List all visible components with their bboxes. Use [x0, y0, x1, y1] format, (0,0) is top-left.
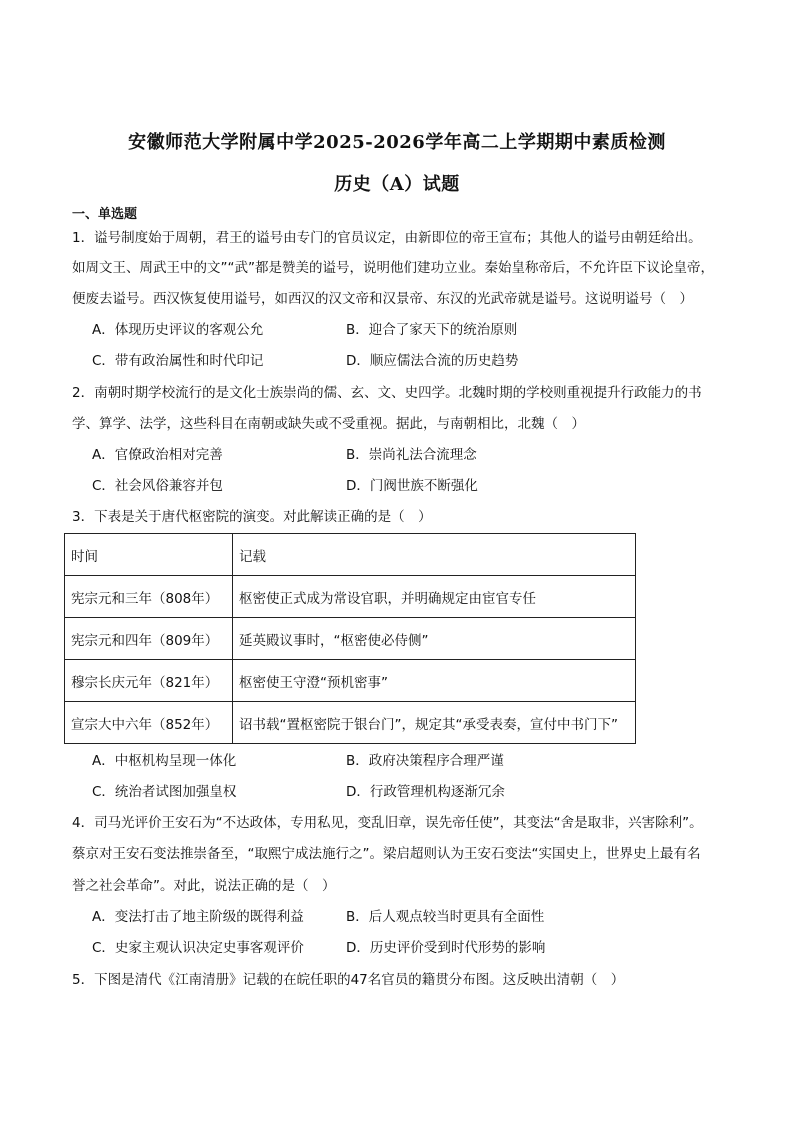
table-header-record: 记载	[233, 534, 636, 576]
question-4-option-b[interactable]: B．后人观点较当时更具有全面性	[346, 909, 545, 925]
question-2-option-d[interactable]: D．门阀世族不断强化	[346, 478, 478, 494]
section-heading: 一、单选题	[72, 207, 138, 222]
table-cell-record: 枢密使正式成为常设官职，并明确规定由宦官专任	[233, 576, 636, 618]
exam-title: 安徽师范大学附属中学2025-2026学年高二上学期期中素质检测	[128, 132, 666, 153]
question-2-line-2: 学、算学、法学，这些科目在南朝或缺失或不受重视。据此，与南朝相比，北魏（ ）	[72, 416, 585, 432]
table-cell-time: 宪宗元和三年（808年）	[65, 576, 233, 618]
question-2-line-1: 2．南朝时期学校流行的是文化士族崇尚的儒、玄、文、史四学。北魏时期的学校则重视提升行政能力的书	[72, 385, 702, 401]
table-header-time: 时间	[65, 534, 233, 576]
table-cell-time: 宪宗元和四年（809年）	[65, 618, 233, 660]
question-3-option-d[interactable]: D．行政管理机构逐渐冗余	[346, 784, 505, 800]
table-cell-record: 枢密使王守澄“预机密事”	[233, 660, 636, 702]
question-3-stem: 3．下表是关于唐代枢密院的演变。对此解读正确的是（ ）	[72, 509, 432, 525]
question-4-line-1: 4．司马光评价王安石为“不达政体，专用私见，变乱旧章，误先帝任使”，其变法“舍是取非，兴害除利”。	[72, 815, 703, 831]
question-1-line-1: 1．谥号制度始于周朝，君王的谥号由专门的官员议定，由新即位的帝王宣布；其他人的谥号由朝廷给出。	[72, 230, 702, 246]
question-3-option-c[interactable]: C．统治者试图加强皇权	[92, 784, 237, 800]
question-3-option-a[interactable]: A．中枢机构呈现一体化	[92, 753, 237, 769]
question-1-option-c[interactable]: C．带有政治属性和时代印记	[92, 353, 264, 369]
question-2-option-a[interactable]: A．官僚政治相对完善	[92, 447, 223, 463]
question-3-option-b[interactable]: B．政府决策程序合理严谨	[346, 753, 504, 769]
table-row	[65, 618, 636, 660]
table-cell-time: 穆宗长庆元年（821年）	[65, 660, 233, 702]
table-row	[65, 576, 636, 618]
table-row	[65, 660, 636, 702]
table-row	[65, 702, 636, 744]
question-1-line-2: 如周文王、周武王中的文”“武”都是赞美的谥号，说明他们建功立业。秦始皇称帝后，不允许臣下议论皇帝，	[72, 260, 714, 276]
question-2-option-c[interactable]: C．社会风俗兼容并包	[92, 478, 223, 494]
table-header-row	[65, 534, 636, 576]
exam-subtitle: 历史（A）试题	[334, 174, 460, 195]
question-2-option-b[interactable]: B．崇尚礼法合流理念	[346, 447, 477, 463]
table-cell-time: 宣宗大中六年（852年）	[65, 702, 233, 744]
history-table	[64, 533, 636, 744]
question-1-option-b[interactable]: B．迎合了家天下的统治原则	[346, 322, 518, 338]
question-4-line-3: 誉之社会革命”。对此，说法正确的是（ ）	[72, 878, 336, 894]
question-1-line-3: 便废去谥号。西汉恢复使用谥号，如西汉的汉文帝和汉景帝、东汉的光武帝就是谥号。这说明谥号（ ）	[72, 291, 693, 307]
question-1-option-a[interactable]: A．体现历史评议的客观公允	[92, 322, 264, 338]
question-4-option-a[interactable]: A．变法打击了地主阶级的既得利益	[92, 909, 304, 925]
question-1-option-d[interactable]: D．顺应儒法合流的历史趋势	[346, 353, 519, 369]
table-cell-record: 延英殿议事时，“枢密使必侍侧”	[233, 618, 636, 660]
question-4-line-2: 蔡京对王安石变法推崇备至，“取熙宁成法施行之”。梁启超则认为王安石变法“实国史上，世界史上最有名	[72, 846, 701, 862]
question-4-option-d[interactable]: D．历史评价受到时代形势的影响	[346, 940, 546, 956]
question-5-stem: 5．下图是清代《江南清册》记载的在皖任职的47名官员的籍贯分布图。这反映出清朝（ ）	[72, 972, 625, 988]
table-cell-record: 诏书载“置枢密院于银台门”，规定其“承受表奏，宣付中书门下”	[233, 702, 636, 744]
question-4-option-c[interactable]: C．史家主观认识决定史事客观评价	[92, 940, 304, 956]
